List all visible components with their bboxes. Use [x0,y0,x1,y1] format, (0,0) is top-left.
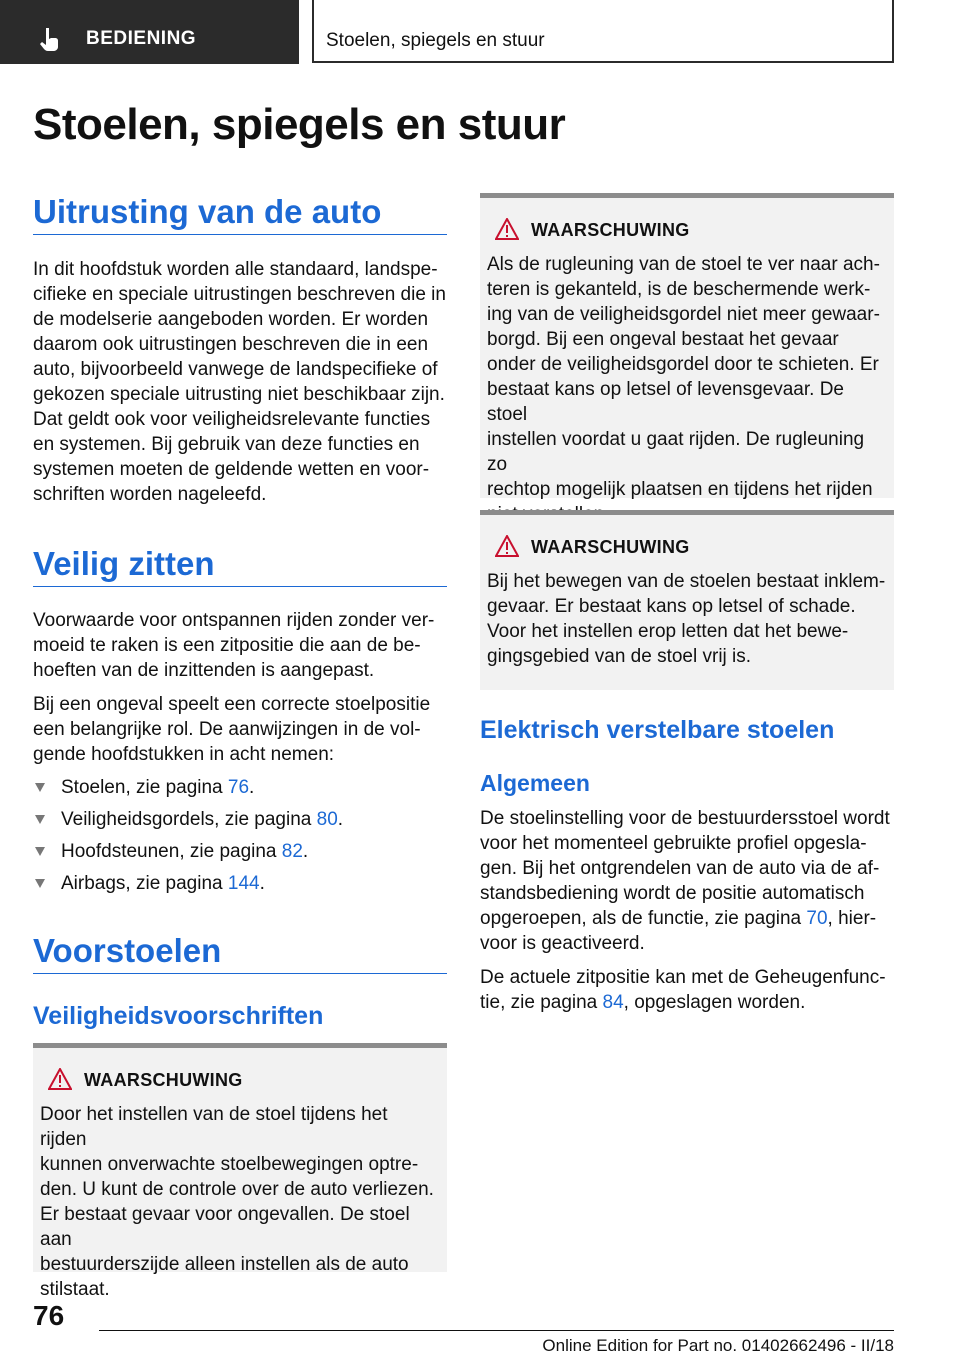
text-line: de modelserie aangeboden worden. Er worden [33,309,429,330]
warning-title: WAARSCHUWING [531,220,690,240]
uitrusting-paragraph [33,257,446,507]
text-line: auto, bijvoorbeeld vanwege de landspecifieke of [33,359,438,380]
text-line: Bij een ongeval speelt een correcte stoelpositie [33,694,431,715]
triangle-bullet-icon [35,879,45,888]
text-span: , opgeslagen worden. [623,992,806,1013]
text-span: , hier‐ [827,908,877,929]
warning-triangle-icon [48,1068,72,1090]
section-tab-label: BEDIENING [86,28,197,49]
text-line: gingsgebied van de stoel vrij is. [487,646,752,667]
text-line [480,906,890,931]
subheading-veiligheidsvoorschriften: Veiligheidsvoorschriften [33,1002,324,1030]
warning-title: WAARSCHUWING [84,1070,243,1090]
warning-box [480,510,894,690]
page-title: Stoelen, spiegels en stuur [33,100,566,149]
text-line: gevaar. Er bestaat kans op letsel of schade. [487,596,856,617]
warning-box [480,193,894,498]
triangle-bullet-icon [35,783,45,792]
elektrisch-paragraph-2 [480,965,886,1015]
text-span: tie, zie pagina [480,992,603,1013]
text-line: voor is geactiveerd. [480,933,645,954]
page-link[interactable]: 82 [281,841,303,862]
list-item [33,807,343,839]
page-link[interactable]: 80 [316,809,338,830]
text-line: Dat geldt ook voor veiligheidsrelevante functies [33,409,431,430]
warning-text [40,1102,439,1302]
heading-rule [33,234,447,235]
warning-box [33,1043,447,1300]
footer-rule [99,1330,894,1331]
warning-text [487,569,886,669]
text-line: en systemen. Bij gebruik van deze functies en [33,434,420,455]
text-line: gende hoofdstukken in acht nemen: [33,744,335,765]
text-line: onder de veiligheidsgordel door te schieten. Er [487,354,879,375]
hand-icon [38,26,64,52]
heading-uitrusting: Uitrusting van de auto [33,193,382,230]
edition-footer: Online Edition for Part no. 01402662496 - II/18 [542,1336,894,1355]
warning-triangle-icon [495,535,519,557]
list-item-text: Airbags, zie pagina [61,873,228,894]
text-line: standsbediening wordt de positie automatisch [480,883,865,904]
warning-title: WAARSCHUWING [531,537,690,557]
list-item-text: Veiligheidsgordels, zie pagina [61,809,317,830]
list-item [33,839,343,871]
warning-triangle-icon [495,218,519,240]
text-line: gen. Bij het ontgrendelen van de auto via de af‐ [480,858,880,879]
heading-veilig-zitten: Veilig zitten [33,545,215,582]
text-line: Door het instellen van de stoel tijdens het rijden [40,1104,388,1150]
text-line: een belangrijke rol. De aanwijzingen in de vol‐ [33,719,421,740]
text-line: teren is gekanteld, is de beschermende werk‐ [487,279,871,300]
text-line: Voor het instellen erop letten dat het bewe‐ [487,621,849,642]
text-line: In dit hoofdstuk worden alle standaard, landspe‐ [33,259,438,280]
list-item [33,871,343,903]
text-line: kunnen onverwachte stoelbewegingen optre‐ [40,1154,419,1175]
triangle-bullet-icon [35,847,45,856]
text-line: moeid te raken is een zitpositie die aan de be‐ [33,635,421,656]
heading-voorstoelen: Voorstoelen [33,932,222,969]
text-line: systemen moeten de geldende wetten en voor‐ [33,459,430,480]
text-line [480,990,886,1015]
text-line: bestuurderszijde alleen instellen als de auto [40,1254,409,1275]
heading-elektrisch-verstelbare-stoelen: Elektrisch verstelbare stoelen [480,716,835,744]
warning-header [487,535,886,565]
text-line: Voorwaarde voor ontspannen rijden zonder ver‐ [33,610,435,631]
text-line: bestaat kans op letsel of levensgevaar. De stoel [487,379,845,425]
chapter-header [312,0,894,63]
text-line: instellen voordat u gaat rijden. De rugleuning zo [487,429,865,475]
text-line: voor het momenteel gebruikte profiel opgesla‐ [480,833,867,854]
reference-list [33,775,343,903]
text-line: cifieke en speciale uitrustingen beschreven die in [33,284,446,305]
text-span: opgeroepen, als de functie, zie pagina [480,908,807,929]
text-line: gekozen speciale uitrusting niet beschikbaar zijn. [33,384,445,405]
list-item-end: . [302,841,309,862]
text-line: schriften worden nageleefd. [33,484,267,505]
text-line: ing van de veiligheidsgordel niet meer gewaar‐ [487,304,880,325]
list-item-text: Hoofdsteunen, zie pagina [61,841,282,862]
heading-rule [33,973,447,974]
list-item-end: . [249,777,255,798]
warning-header [487,218,886,248]
triangle-bullet-icon [35,815,45,824]
veilig-paragraph-2 [33,692,430,767]
section-tab[interactable] [0,0,299,64]
text-line: Bij het bewegen van de stoelen bestaat inklem‐ [487,571,886,592]
text-line: Er bestaat gevaar voor ongevallen. De stoel aan [40,1204,410,1250]
text-line: den. U kunt de controle over de auto verliezen. [40,1179,434,1200]
elektrisch-paragraph-1 [480,806,890,956]
list-item [33,775,343,807]
heading-rule [33,586,447,587]
page-link[interactable]: 84 [602,992,624,1013]
text-line: hoeften van de inzittenden is aangepast. [33,660,375,681]
page-number: 76 [33,1300,65,1331]
text-line: daarom ook uitrustingen beschreven die in een [33,334,429,355]
text-line: rechtop mogelijk plaatsen en tijdens het rijden [487,479,873,500]
list-item-end: . [259,873,265,894]
chapter-label: Stoelen, spiegels en stuur [326,30,545,51]
page-link[interactable]: 144 [227,873,260,894]
text-line: borgd. Bij een ongeval bestaat het gevaar [487,329,839,350]
page-link[interactable]: 76 [227,777,250,798]
veilig-paragraph-1 [33,608,434,683]
list-item-text: Stoelen, zie pagina [61,777,228,798]
text-line: Als de rugleuning van de stoel te ver naar ach‐ [487,254,880,275]
text-line: stilstaat. [40,1279,110,1300]
subheading-algemeen: Algemeen [480,770,590,796]
list-item-end: . [337,809,344,830]
warning-header [40,1068,439,1098]
text-line: De stoelinstelling voor de bestuurdersstoel wordt [480,808,890,829]
warning-text [487,252,886,527]
text-line: De actuele zitpositie kan met de Geheugenfunc‐ [480,967,886,988]
page-link[interactable]: 70 [806,908,828,929]
